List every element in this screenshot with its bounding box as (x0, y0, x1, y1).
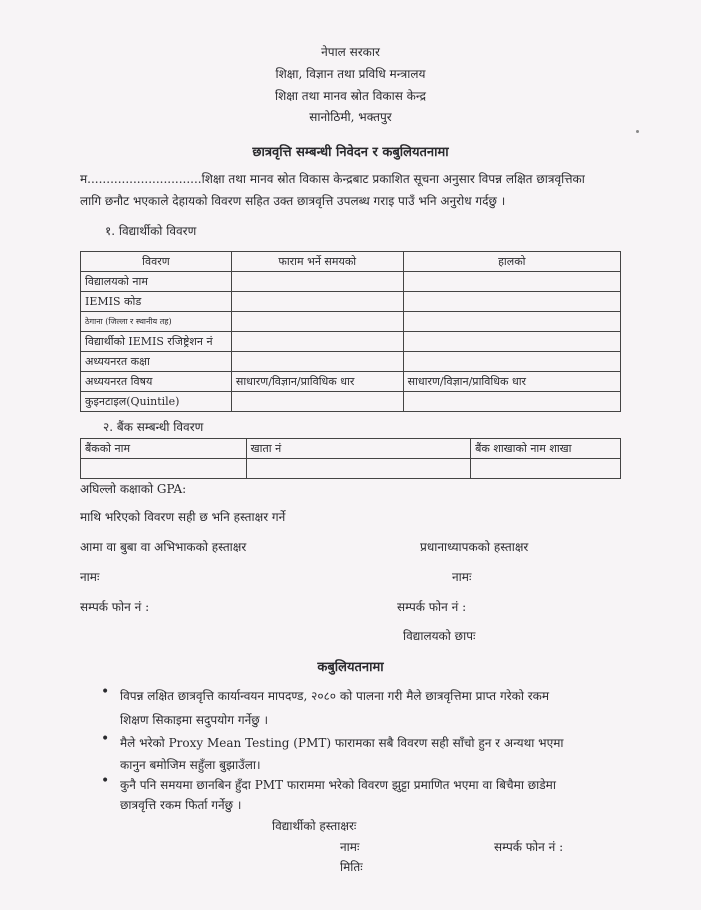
field-cell[interactable] (246, 459, 470, 479)
field-cell[interactable] (231, 292, 403, 312)
table-header-row (81, 252, 621, 272)
field-cell[interactable] (231, 312, 403, 332)
table-row (81, 332, 621, 352)
column-header: खाता नं (246, 439, 470, 459)
intro-line-1: म..............................शिक्षा तथा मानव स्रोत विकास केन्द्रबाट प्रकाशित सूचना अनुसार विपन्न लक्षित छात्रवृत्तिका (80, 172, 585, 186)
student-name-label: नामः (340, 840, 360, 854)
field-cell[interactable] (403, 332, 620, 352)
table-row (81, 372, 621, 392)
field-cell[interactable] (403, 352, 620, 372)
date-label: मितिः (340, 860, 363, 874)
school-stamp-label: विद्यालयको छापः (403, 629, 476, 643)
field-cell[interactable] (403, 312, 620, 332)
table-row (81, 352, 621, 372)
gpa-label: अघिल्लो कक्षाको GPA: (80, 482, 187, 496)
field-cell[interactable]: साधारण/विज्ञान/प्राविधिक धार (403, 372, 620, 392)
student-phone-label: सम्पर्क फोन नं : (494, 840, 564, 854)
row-label: अध्ययनरत कक्षा (81, 352, 232, 372)
column-header: विवरण (81, 252, 232, 272)
header-location: सानोठिमी, भक्तपुर (309, 110, 392, 124)
row-label: अध्ययनरत विषय (81, 372, 232, 392)
column-header: फाराम भर्ने समयको (231, 252, 403, 272)
phone-right-label: सम्पर्क फोन नं : (397, 600, 467, 614)
bullet-icon: • (101, 731, 110, 747)
header-government: नेपाल सरकार (321, 45, 380, 59)
header-ministry: शिक्षा, विज्ञान तथा प्रविधि मन्त्रालय (275, 67, 426, 81)
undertaking-item-3-line-1: कुनै पनि समयमा छानबिन हुँदा PMT फाराममा भरेको विवरण झुट्टा प्रमाणित भएमा वा बिचैमा छाडेमा (120, 778, 556, 792)
bank-details-table (80, 438, 621, 479)
undertaking-item-2-line-2: कानुन बमोजिम सहुँला बुझाउँला। (120, 758, 261, 772)
field-cell[interactable] (471, 459, 621, 479)
field-cell[interactable] (231, 392, 403, 412)
field-cell[interactable]: साधारण/विज्ञान/प्राविधिक धार (231, 372, 403, 392)
field-cell[interactable] (403, 292, 620, 312)
row-label: विद्यार्थीको IEMIS रजिष्ट्रेशन नं (81, 332, 232, 352)
table-row (81, 459, 621, 479)
field-cell[interactable] (81, 459, 247, 479)
column-header: बैंक शाखाको नाम शाखा (471, 439, 621, 459)
field-cell[interactable] (403, 392, 620, 412)
field-cell[interactable] (231, 272, 403, 292)
declaration-text: माथि भरिएको विवरण सही छ भनि हस्ताक्षर गर्ने (80, 510, 286, 524)
scan-speck (636, 130, 639, 133)
field-cell[interactable] (231, 332, 403, 352)
table-row (81, 292, 621, 312)
name-right-label: नामः (452, 570, 472, 584)
table-row (81, 312, 621, 332)
undertaking-title: कबुलियतनामा (317, 660, 384, 675)
column-header: हालको (403, 252, 620, 272)
undertaking-item-1-line-1: विपन्न लक्षित छात्रवृत्ति कार्यान्वयन मापदण्ड, २०८० को पालना गरी मैले छात्रवृत्तिमा प्राप्त गरेको रकम (120, 689, 550, 703)
student-details-table (80, 251, 621, 412)
undertaking-item-3-line-2: छात्रवृत्ति रकम फिर्ता गर्नेछु । (120, 798, 242, 812)
undertaking-item-1-line-2: शिक्षण सिकाइमा सदुपयोग गर्नेछु । (120, 713, 269, 727)
guardian-signature-label: आमा वा बुबा वा अभिभाकको हस्ताक्षर (80, 540, 247, 554)
field-cell[interactable] (403, 272, 620, 292)
table-row (81, 272, 621, 292)
column-header: बैंकको नाम (81, 439, 247, 459)
row-label: ठेगाना (जिल्ला र स्थानीय तह) (81, 312, 232, 332)
student-signature-label: विद्यार्थीको हस्ताक्षरः (272, 819, 357, 833)
undertaking-item-2-line-1: मैले भरेको Proxy Mean Testing (PMT) फारामका सबै विवरण सही साँचो हुन र अन्यथा भएमा (120, 736, 564, 750)
bullet-icon: • (101, 684, 110, 700)
row-label: कुइनटाइल(Quintile) (81, 392, 232, 412)
phone-left-label: सम्पर्क फोन नं : (80, 600, 150, 614)
document-title: छात्रवृत्ति सम्बन्धी निवेदन र कबुलियतनामा (252, 145, 449, 160)
intro-line-2: लागि छनौट भएकाले देहायको विवरण सहित उक्त छात्रवृत्ति उपलब्ध गराइ पाउँ भनि अनुरोध गर्दछु । (80, 194, 506, 208)
row-label: IEMIS कोड (81, 292, 232, 312)
row-label: विद्यालयको नाम (81, 272, 232, 292)
section-bank-heading: २. बैंक सम्बन्धी विवरण (103, 420, 204, 434)
bullet-icon: • (101, 773, 110, 789)
principal-signature-label: प्रधानाध्यापकको हस्ताक्षर (420, 540, 529, 554)
field-cell[interactable] (231, 352, 403, 372)
table-row (81, 392, 621, 412)
section-student-heading: १. विद्यार्थीको विवरण (105, 224, 197, 238)
name-left-label: नामः (80, 570, 100, 584)
header-center: शिक्षा तथा मानव स्रोत विकास केन्द्र (275, 89, 426, 103)
table-header-row (81, 439, 621, 459)
